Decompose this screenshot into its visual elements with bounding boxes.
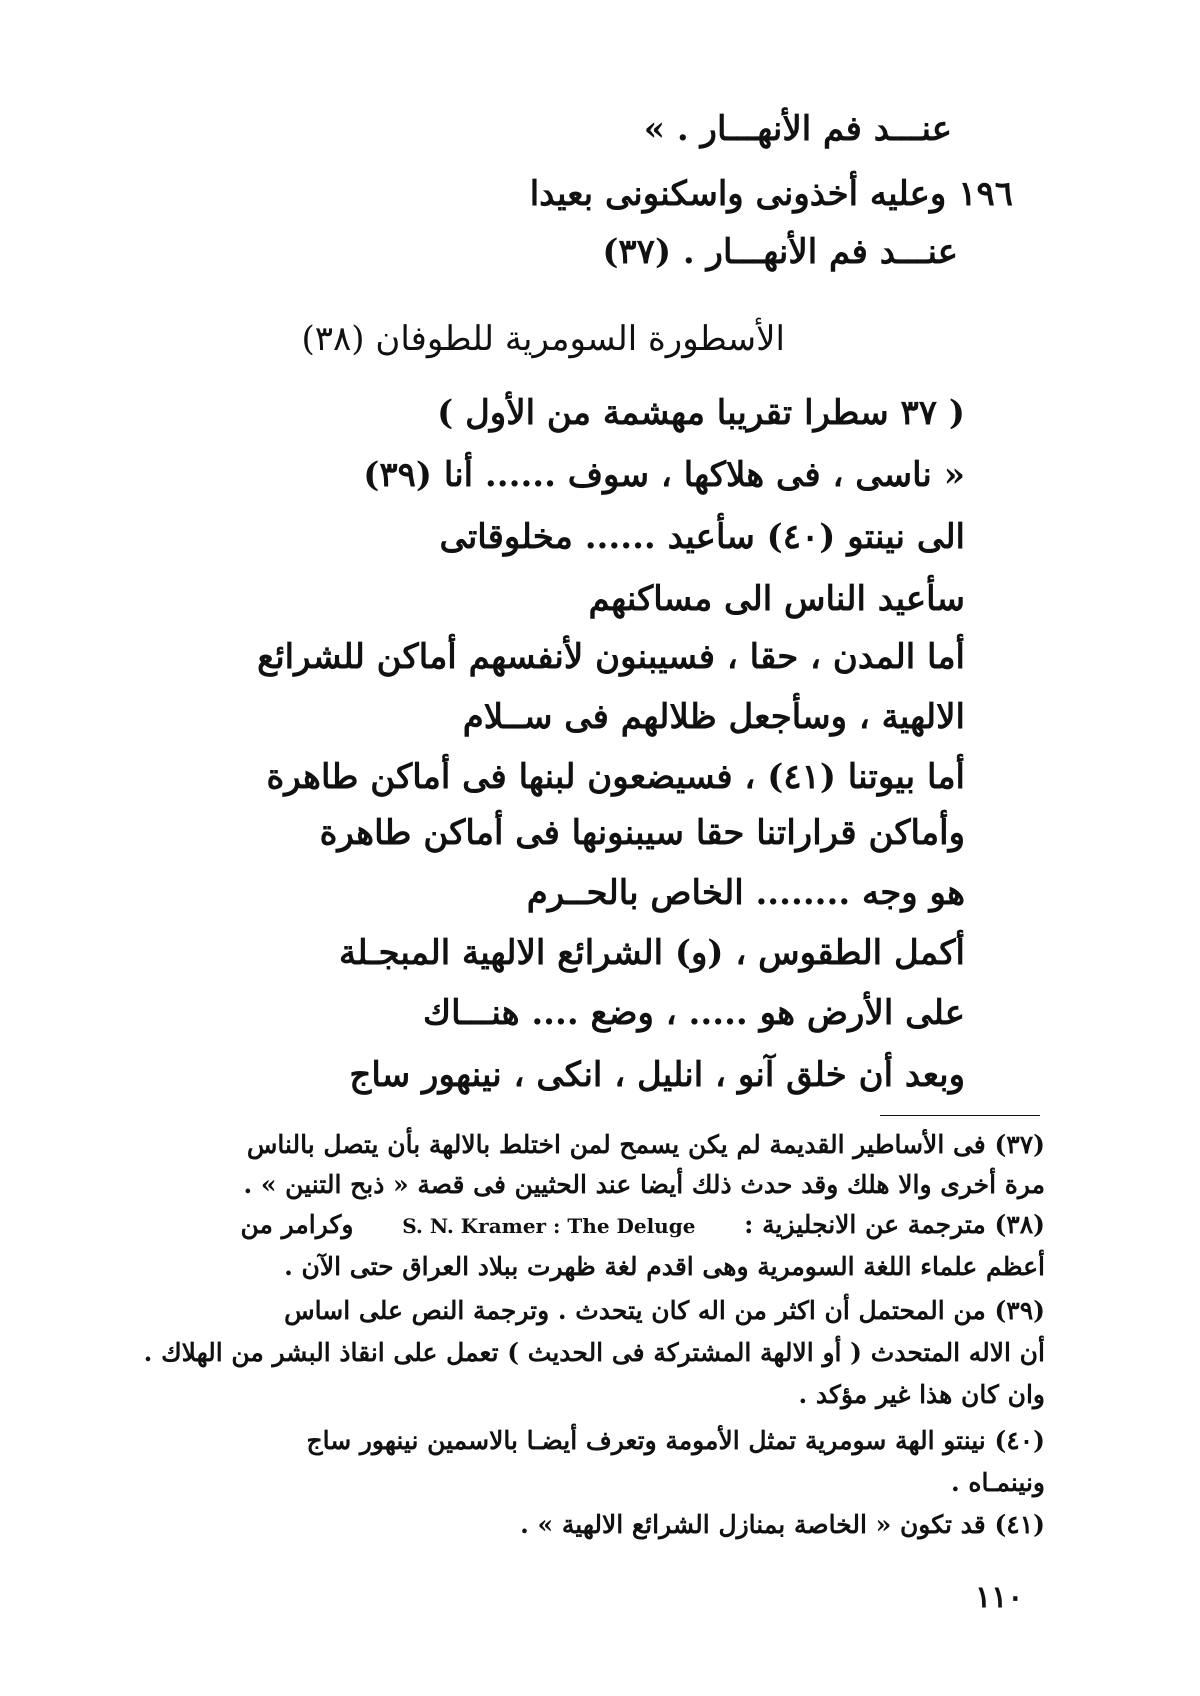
verse-line: أكمل الطقوس ، (و) الشرائع الالهية المبجـلة xyxy=(339,933,965,973)
footnote-line: (٣٧) فى الأساطير القديمة لم يكن يسمح لمن اختلط بالالهة بأن يتصل بالناس xyxy=(246,1130,1045,1159)
footnote-line xyxy=(240,1212,1045,1237)
footnote-divider xyxy=(880,1115,1040,1116)
verse-line: عنـــد فم الأنهـــار . » xyxy=(643,109,952,149)
verse-line: ١٩٦ وعليه أخذونى واسكنونى بعيدا xyxy=(529,174,1013,214)
verse-line: أما بيوتنا (٤١) ، فسيضعون لبنها فى أماكن طاهرة xyxy=(266,757,965,797)
verse-line: سأعيد الناس الى مساكنهم xyxy=(588,579,965,619)
verse-line: « ناسى ، فى هلاكها ، سوف ...... أنا (٣٩) xyxy=(363,455,965,495)
footnote-line: (٤٠) نينتو الهة سومرية تمثل الأمومة وتعرف أيضـا بالاسمين نينهور ساج xyxy=(306,1426,1045,1455)
verse-line: أما المدن ، حقا ، فسيبنون لأنفسهم أماكن للشرائع xyxy=(257,637,965,677)
footnote-line: أن الاله المتحدث ( أو الالهة المشتركة فى الحديث ) تعمل على انقاذ البشر من الهلاك . xyxy=(143,1338,1045,1367)
verse-line: وبعد أن خلق آنو ، انليل ، انكى ، نينهور ساج xyxy=(349,1055,965,1095)
footnote-line: أعظم علماء اللغة السومرية وهى اقدم لغة ظهرت ببلاد العراق حتى الآن . xyxy=(284,1252,1045,1281)
verse-line: على الأرض هو ..... ، وضع .... هنـــاك xyxy=(423,993,965,1033)
verse-line: الى نينتو (٤٠) سأعيد ...... مخلوقاتى xyxy=(439,517,965,557)
footnote-line: (٣٩) من المحتمل أن اكثر من اله كان يتحدث . وترجمة النص على اساس xyxy=(284,1296,1045,1325)
footnote-line: مرة أخرى والا هلك وقد حدث ذلك أيضا عند الحثيين فى قصة « ذبح التنين » . xyxy=(243,1170,1045,1199)
page-number: ١١٠ xyxy=(975,1580,1024,1615)
footnote-line: ونينمـاه . xyxy=(950,1468,1045,1497)
verse-line: عنـــد فم الأنهـــار . (٣٧) xyxy=(602,232,958,272)
footnote-line: وان كان هذا غير مؤكد . xyxy=(798,1380,1045,1409)
verse-line: الالهية ، وسأجعل ظلالهم فى ســلام xyxy=(462,697,965,737)
verse-line: هو وجه ........ الخاص بالحــرم xyxy=(526,873,965,913)
footnote-citation: S. N. Kramer : The Deluge xyxy=(402,1214,696,1238)
footnote-text: (٣٨) مترجمة عن الانجليزية : xyxy=(744,1210,1045,1239)
footnote-line: (٤١) قد تكون « الخاصة بمنازل الشرائع الالهية » . xyxy=(520,1510,1045,1539)
section-heading: الأسطورة السومرية للطوفان (٣٨) xyxy=(301,319,785,359)
footnote-text: وكرامر من xyxy=(240,1210,354,1239)
verse-line: وأماكن قراراتنا حقا سيبنونها فى أماكن طاهرة xyxy=(319,813,965,853)
verse-line: ( ٣٧ سطرا تقريبا مهشمة من الأول ) xyxy=(437,393,965,433)
